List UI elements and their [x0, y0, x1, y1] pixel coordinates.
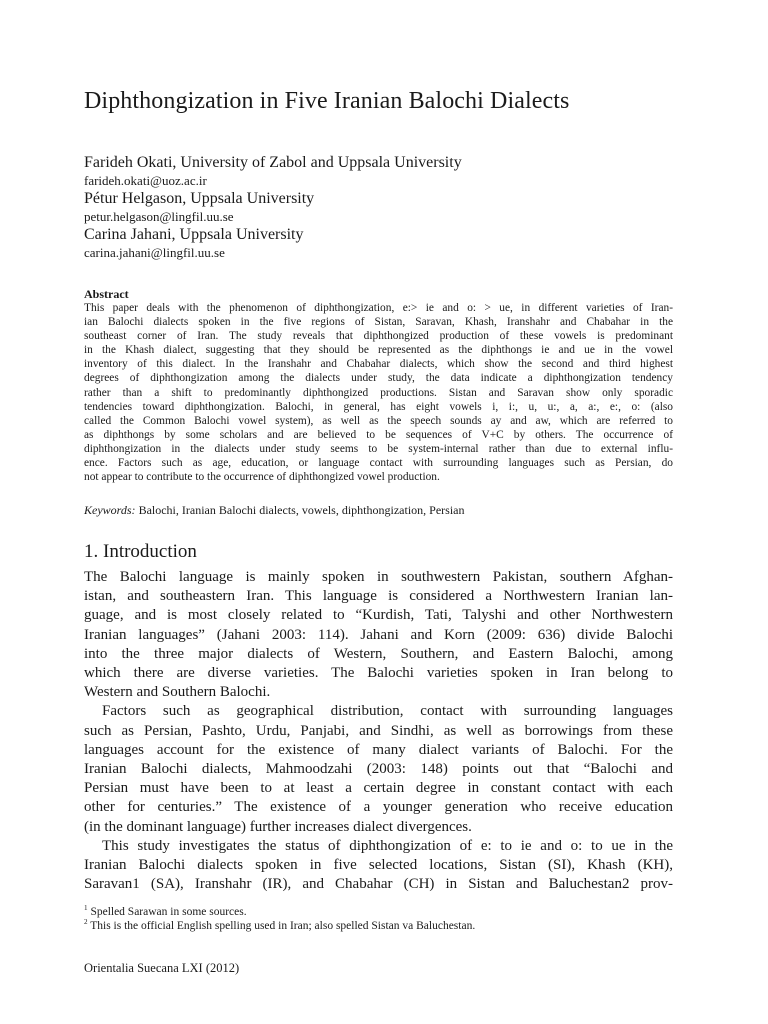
footnotes	[84, 905, 475, 933]
abstract-line: degrees of diphthongization among the dialects under study, the data indicate a diphthongization tendency	[84, 372, 673, 385]
section-heading: 1. Introduction	[84, 541, 197, 562]
body-line: Iranian languages” (Jahani 2003: 114). Jahani and Korn (2009: 636) divide Balochi	[84, 626, 673, 643]
abstract-line: southeast corner of Iran. The study reveals that diphthongized production of these vowels is predominant	[84, 330, 673, 343]
footnote-mark: 2	[84, 918, 88, 927]
body-line: The Balochi language is mainly spoken in southwestern Pakistan, southern Afghan-	[84, 569, 673, 585]
abstract-line: rather than a shift to predominantly diphthongized productions. Sistan and Saravan show only sporadic	[84, 386, 673, 399]
body-line: guage, and is most closely related to “Kurdish, Tati, Talyshi and other Northwestern	[84, 607, 673, 624]
author-name: Carina Jahani, Uppsala University	[84, 226, 304, 243]
body-line: Iranian Balochi dialects spoken in five selected locations, Sistan (SI), Khash (KH),	[84, 857, 673, 874]
journal-footer: Orientalia Suecana LXI (2012)	[84, 961, 240, 975]
abstract	[84, 287, 673, 484]
abstract-line: ence. Factors such as age, education, or language contact with surrounding languages such as Persian, do	[84, 457, 673, 470]
abstract-line: tendencies toward diphthongization. Balochi, in general, has eight vowels i, i:, u, u:, a, a:, e:, o: (also	[84, 400, 673, 413]
body-line: Western and Southern Balochi.	[84, 684, 271, 701]
body-text	[84, 568, 673, 894]
author-email: carina.jahani@lingfil.uu.se	[84, 245, 225, 260]
body-line: (in the dominant language) further increases dialect divergences.	[84, 818, 472, 835]
paper-title: Diphthongization in Five Iranian Balochi Dialects	[84, 88, 570, 114]
abstract-line: diphthongization in the dialects under study seems to be system-internal rather than due to external influ-	[84, 442, 673, 455]
body-line: into the three major dialects of Western, Southern, and Eastern Balochi, among	[84, 645, 673, 662]
body-line: Saravan1 (SA), Iranshahr (IR), and Chabahar (CH) in Sistan and Baluchestan2 prov-	[84, 876, 673, 893]
body-line: other for centuries.” The existence of a younger generation who receive education	[84, 799, 673, 816]
body-line: istan, and southeastern Iran. This language is considered a Northwestern Iranian lan-	[84, 588, 673, 605]
body-line: Persian must have been to at least a certain degree in constant contact with each	[84, 780, 673, 797]
abstract-line: This paper deals with the phenomenon of diphthongization, e:> ie and o: > ue, in different varieties of Iran-	[84, 302, 673, 314]
abstract-line: in the Khash dialect, suggesting that they should be represented as the diphthongs ie and ue in the vowel	[84, 344, 673, 357]
author-email: farideh.okati@uoz.ac.ir	[84, 173, 207, 188]
keywords-label: Keywords:	[84, 503, 136, 517]
body-line: Iranian Balochi dialects, Mahmoodzahi (2003: 148) points out that “Balochi and	[84, 761, 673, 778]
author-email: petur.helgason@lingfil.uu.se	[84, 209, 234, 224]
body-line: which there are diverse varieties. The Balochi varieties spoken in Iran belong to	[84, 665, 673, 682]
body-line: such as Persian, Pashto, Urdu, Panjabi, and Sindhi, as well as borrowings from these	[84, 722, 673, 739]
footnote	[84, 905, 475, 919]
author-name: Farideh Okati, University of Zabol and Uppsala University	[84, 154, 462, 171]
abstract-line: as diphthongs by some scholars and are believed to be sequences of V+C by others. The occurrence of	[84, 428, 673, 441]
abstract-text	[84, 301, 673, 484]
abstract-heading: Abstract	[84, 287, 129, 301]
paper-page	[84, 0, 673, 1024]
body-line: This study investigates the status of diphthongization of e: to ie and o: to ue in the	[102, 837, 673, 854]
abstract-line: not appear to contribute to the occurrence of diphthongized vowel production.	[84, 471, 440, 484]
footnote-text: This is the official English spelling used in Iran; also spelled Sistan va Baluchestan.	[90, 920, 476, 932]
abstract-line: called the Common Balochi vowel system), as well as the speech sounds ay and aw, which are referred to	[84, 414, 673, 427]
author-list	[84, 153, 462, 261]
keywords-text: Balochi, Iranian Balochi dialects, vowels, diphthongization, Persian	[138, 503, 465, 517]
keywords	[84, 503, 464, 518]
footnote	[84, 919, 475, 933]
author-name: Pétur Helgason, Uppsala University	[84, 190, 315, 207]
footnote-mark: 1	[84, 904, 88, 913]
body-line: Factors such as geographical distribution, contact with surrounding languages	[102, 703, 673, 720]
body-line: languages account for the existence of many dialect variants of Balochi. For the	[84, 741, 673, 758]
footnote-text: Spelled Sarawan in some sources.	[90, 906, 247, 918]
abstract-line: ian Balochi dialects spoken in the five regions of Sistan, Saravan, Khash, Iranshahr and Chabahar in the	[84, 316, 673, 329]
abstract-line: inventory of this dialect. In the Iranshahr and Chabahar dialects, which show the second and third highest	[84, 358, 673, 371]
